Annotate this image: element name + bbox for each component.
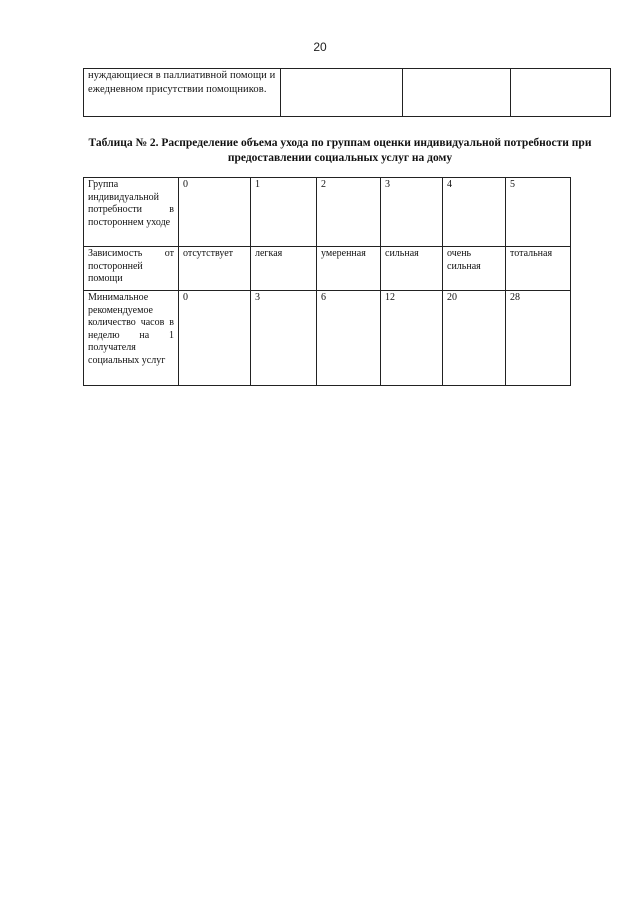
table-cell-empty [403,69,511,117]
table-row [84,291,571,386]
table-cell: 4 [443,178,506,247]
table-cell: 28 [506,291,571,386]
table-cell: 0 [179,178,251,247]
table-title: Таблица № 2. Распределение объема ухода по группам оценки индивидуальной потребности при предоставлении социальных услуг на дому [88,137,592,164]
table-cell: отсутствует [179,247,251,291]
table-cell: очень сильная [443,247,506,291]
table-cell: 3 [381,178,443,247]
row-header: Минимальное рекомендуемое количество часов в неделю на 1 получателя социальных услуг [84,291,179,386]
table-row [84,69,611,117]
table-cell: легкая [251,247,317,291]
table-cell: 2 [317,178,381,247]
care-volume-table [83,177,571,386]
table-cell: 5 [506,178,571,247]
table-cell: нуждающиеся в паллиативной помощи и ежедневном присутствии помощников. [84,69,281,117]
table-cell: сильная [381,247,443,291]
table-cell: 1 [251,178,317,247]
table-cell-empty [511,69,611,117]
table-cell: 20 [443,291,506,386]
table-cell: умеренная [317,247,381,291]
table-cell: 6 [317,291,381,386]
table-cell: тотальная [506,247,571,291]
table-cell: 12 [381,291,443,386]
table-row [84,247,571,291]
page-number: 20 [313,40,327,54]
table-row [84,178,571,247]
row-header: Зависимость от посторонней помощи [84,247,179,291]
table-cell: 3 [251,291,317,386]
table-cell: 0 [179,291,251,386]
continued-table-fragment [83,68,611,117]
row-header: Группа индивидуальной потребности в постороннем уходе [84,178,179,247]
table-cell-empty [281,69,403,117]
